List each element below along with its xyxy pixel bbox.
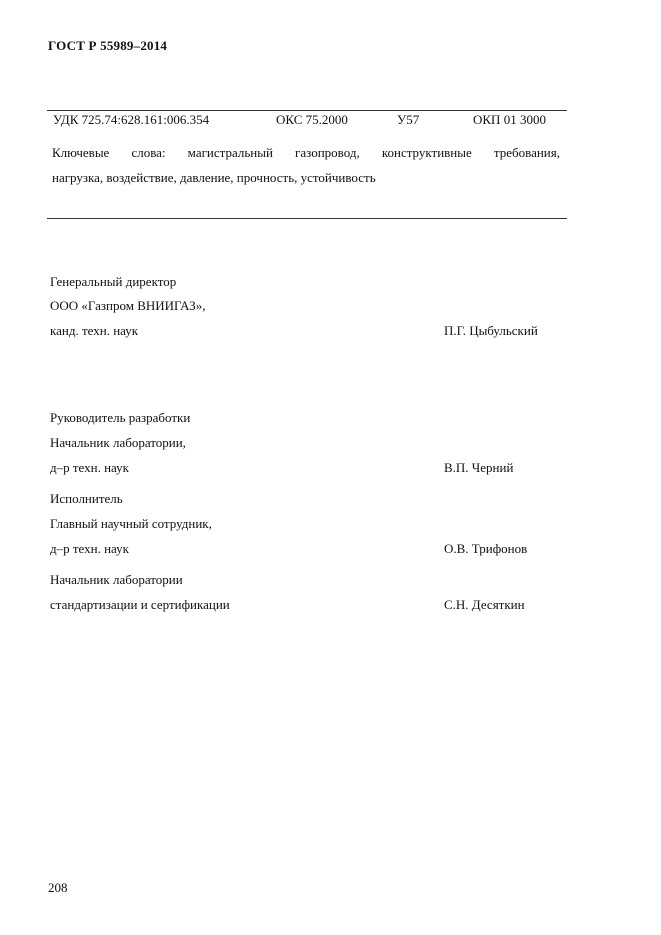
signatory-role: Исполнитель: [50, 491, 123, 506]
signatory-title: Генеральный директор: [50, 274, 177, 289]
top-divider: [47, 110, 567, 111]
okp-code: ОКП 01 3000: [473, 112, 546, 127]
signatory-position: Начальник лаборатории,: [50, 435, 186, 450]
bottom-divider: [47, 218, 567, 219]
u-code: У57: [397, 112, 420, 127]
signatory-name: В.П. Черний: [444, 460, 514, 475]
signatory-department: стандартизации и сертификации: [50, 597, 230, 612]
page-number: 208: [48, 880, 68, 895]
keywords-line-1: Ключевые слова: магистральный газопровод, конструктивные требования,: [52, 145, 560, 160]
signatory-position: Начальник лаборатории: [50, 572, 183, 587]
signatory-name: С.Н. Десяткин: [444, 597, 525, 612]
signatory-position: Главный научный сотрудник,: [50, 516, 212, 531]
signatory-degree: канд. техн. наук: [50, 323, 139, 338]
udk-code: УДК 725.74:628.161:006.354: [53, 112, 210, 127]
signatory-name: П.Г. Цыбульский: [444, 323, 538, 338]
signatory-name: О.В. Трифонов: [444, 541, 528, 556]
oks-code: ОКС 75.2000: [276, 112, 348, 127]
signatory-organization: ООО «Газпром ВНИИГАЗ»,: [50, 298, 206, 313]
document-header: ГОСТ Р 55989–2014: [48, 38, 168, 53]
signatory-degree: д–р техн. наук: [50, 460, 129, 475]
keywords-line-2: нагрузка, воздействие, давление, прочность, устойчивость: [52, 170, 376, 185]
signatory-degree: д–р техн. наук: [50, 541, 129, 556]
signatory-role: Руководитель разработки: [50, 410, 191, 425]
